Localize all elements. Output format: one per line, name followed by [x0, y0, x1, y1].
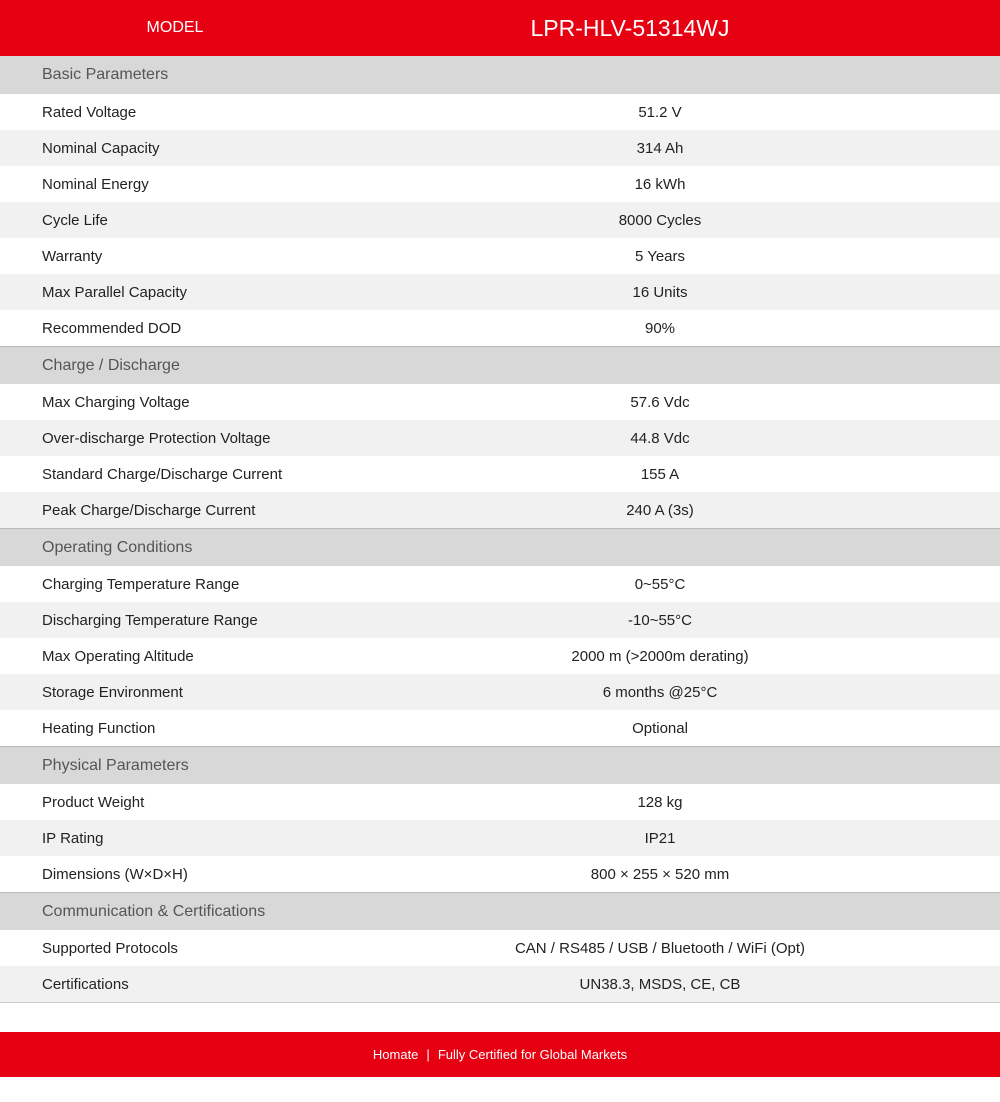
section-header: Physical Parameters	[0, 746, 1000, 784]
spec-label: Charging Temperature Range	[42, 575, 240, 593]
spec-row	[0, 166, 1000, 202]
spec-label: Dimensions (W×D×H)	[42, 865, 188, 883]
spec-row	[0, 602, 1000, 638]
spec-value: 240 A (3s)	[626, 501, 694, 519]
spec-label: Standard Charge/Discharge Current	[42, 465, 283, 483]
spec-label: Warranty	[42, 247, 103, 265]
spec-value: 90%	[644, 319, 676, 337]
spec-value: 155 A	[640, 465, 680, 483]
spec-label: Peak Charge/Discharge Current	[42, 501, 256, 519]
spec-label: Max Charging Voltage	[42, 393, 190, 411]
spec-value: 2000 m (>2000m derating)	[571, 647, 749, 665]
spec-row	[0, 784, 1000, 820]
spec-row	[0, 966, 1000, 1002]
footer-banner	[0, 1032, 1000, 1077]
spec-label: IP Rating	[42, 829, 104, 847]
spec-label: Certifications	[42, 975, 129, 993]
spec-row	[0, 202, 1000, 238]
spec-label: Recommended DOD	[42, 319, 182, 337]
spec-value: 128 kg	[637, 793, 683, 811]
spec-label: Storage Environment	[42, 683, 183, 701]
spec-row	[0, 930, 1000, 966]
spec-value: 57.6 Vdc	[630, 393, 690, 411]
spec-value: 314 Ah	[636, 139, 684, 157]
section-header: Communication & Certifications	[0, 892, 1000, 930]
table-end-divider	[0, 1002, 1000, 1003]
spec-row	[0, 820, 1000, 856]
spec-label: Product Weight	[42, 793, 145, 811]
spec-label: Discharging Temperature Range	[42, 611, 258, 629]
spec-value: 5 Years	[634, 247, 686, 265]
spec-row	[0, 130, 1000, 166]
spec-table	[0, 56, 1000, 1003]
spec-value: 51.2 V	[638, 103, 682, 121]
spec-label: Over-discharge Protection Voltage	[42, 429, 271, 447]
spec-label: Max Operating Altitude	[42, 647, 194, 665]
spec-value: UN38.3, MSDS, CE, CB	[579, 975, 741, 993]
spec-row	[0, 856, 1000, 892]
spec-label: Cycle Life	[42, 211, 108, 229]
spec-value: 44.8 Vdc	[630, 429, 690, 447]
spec-row	[0, 456, 1000, 492]
spec-row	[0, 238, 1000, 274]
spec-row	[0, 384, 1000, 420]
spec-value: IP21	[644, 829, 676, 847]
spec-label: Rated Voltage	[42, 103, 137, 121]
spec-row	[0, 94, 1000, 130]
spec-row	[0, 310, 1000, 346]
spec-row	[0, 638, 1000, 674]
spec-row	[0, 274, 1000, 310]
spec-header	[0, 0, 1000, 56]
footer-tagline: Fully Certified for Global Markets	[437, 1047, 628, 1062]
spec-value: -10~55°C	[628, 611, 692, 629]
spec-value: CAN / RS485 / USB / Bluetooth / WiFi (Opt)	[514, 939, 806, 957]
spec-value: 800 × 255 × 520 mm	[590, 865, 730, 883]
spec-value: 0~55°C	[634, 575, 686, 593]
section-header: Basic Parameters	[0, 56, 1000, 94]
section-header: Charge / Discharge	[0, 346, 1000, 384]
spec-row	[0, 566, 1000, 602]
spec-row	[0, 420, 1000, 456]
spec-label: Nominal Energy	[42, 175, 149, 193]
spec-value: 16 Units	[632, 283, 688, 301]
spec-value: 8000 Cycles	[618, 211, 702, 229]
spec-value: 6 months @25°C	[602, 683, 718, 701]
spec-row	[0, 492, 1000, 528]
footer-separator: |	[426, 1047, 430, 1062]
spec-row	[0, 674, 1000, 710]
model-number: LPR-HLV-51314WJ	[530, 14, 730, 41]
spec-label: Supported Protocols	[42, 939, 178, 957]
spec-label: Heating Function	[42, 719, 156, 737]
spec-row	[0, 710, 1000, 746]
section-header: Operating Conditions	[0, 528, 1000, 566]
spec-label: Max Parallel Capacity	[42, 283, 188, 301]
footer-brand: Homate	[372, 1047, 419, 1062]
model-label: MODEL	[146, 19, 204, 36]
spec-value: 16 kWh	[634, 175, 686, 193]
spec-label: Nominal Capacity	[42, 139, 160, 157]
spec-value: Optional	[632, 719, 688, 737]
